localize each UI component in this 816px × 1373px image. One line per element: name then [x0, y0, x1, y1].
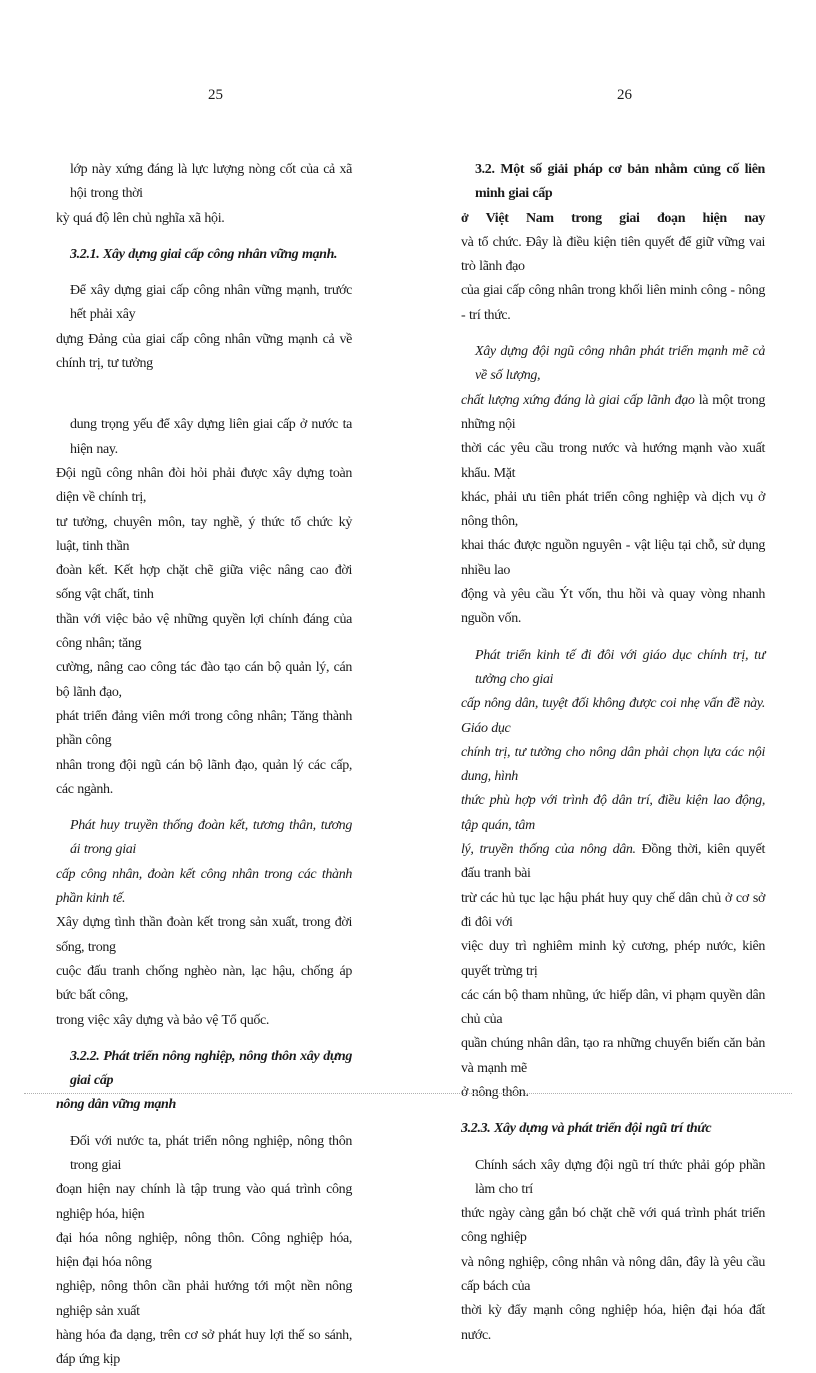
text-line: Xây dựng đội ngũ công nhân phát triển mạnh mẽ cả về số lượng, [475, 344, 765, 384]
text-line: cường, nâng cao công tác đào tạo cán bộ quản lý, cán bộ lãnh đạo, [56, 660, 352, 700]
text-line: đoạn hiện nay chính là tập trung vào quá trình công nghiệp hóa, hiện [56, 1182, 352, 1222]
emphasis-text: lý, truyền thống của nông dân. [461, 842, 636, 858]
section-heading: 3.2.2. Phát triển nông nghiệp, nông thôn xây dựng giai cấp [70, 1048, 352, 1089]
text-line: phát triển đảng viên mới trong công nhân; Tăng thành phần công [56, 708, 352, 749]
text-line: lớp này xứng đáng là lực lượng nòng cốt của cả xã hội trong thời [70, 162, 352, 202]
text-line: khác, phải ưu tiên phát triển công nghiệp và dịch vụ ở nông thôn, [461, 489, 765, 530]
text-line: trong việc xây dựng và bảo vệ Tổ quốc. [56, 1012, 270, 1028]
section-heading: nông dân vững mạnh [56, 1097, 176, 1113]
text-line: cấp công nhân, đoàn kết công nhân trong các thành phần kinh tế. [56, 866, 352, 907]
page-bottom-divider [24, 1093, 792, 1094]
text-line: động và yêu cầu Ýt vốn, thu hồi và quay vòng nhanh nguồn vốn. [461, 587, 765, 627]
chapter-heading: ở Việt Nam trong giai đoạn hiện nay [461, 210, 765, 226]
text-line: trừ các hủ tục lạc hậu phát huy quy chế dân chủ ở cơ sở đi đôi với [461, 890, 765, 930]
text-line: của giai cấp công nhân trong khối liên minh công - nông - trí thức. [461, 283, 765, 323]
text-line: thức phù hợp với trình độ dân trí, điều kiện lao động, tập quán, tâm [461, 793, 765, 833]
left-page-number: 25 [208, 87, 223, 103]
text-line: kỳ quá độ lên chủ nghĩa xã hội. [56, 210, 225, 226]
text-line: Đội ngũ công nhân đòi hỏi phải được xây dựng toàn diện về chính trị, [56, 465, 352, 506]
text-line: thời các yêu cầu trong nước và hướng mạnh vào xuất khẩu. Mặt [461, 441, 765, 481]
text-line: quần chúng nhân dân, tạo ra những chuyển biến căn bản và mạnh mẽ [461, 1036, 765, 1076]
text-line: dựng Đảng của giai cấp công nhân vững mạnh cả về chính trị, tư tưởng [56, 331, 352, 372]
text-line: cấp nông dân, tuyệt đối không được coi nhẹ vấn đề này. Giáo dục [461, 696, 765, 736]
text-line: Để xây dựng giai cấp công nhân vững mạnh, trước hết phải xây [70, 283, 352, 323]
text-line: thần với việc bảo vệ những quyền lợi chính đáng của công nhân; tăng [56, 611, 352, 652]
text-line: Xây dựng tình thần đoàn kết trong sản xuất, trong đời sống, trong [56, 915, 352, 955]
section-heading: 3.2.1. Xây dựng giai cấp công nhân vững mạnh. [70, 246, 338, 262]
text-line: Đối với nước ta, phát triển nông nghiệp, nông thôn trong giai [70, 1133, 352, 1173]
plain-text: Đồng thời, kiên quyết đấu tranh bài [461, 842, 765, 882]
text-line: đại hóa nông nghiệp, nông thôn. Công nghiệp hóa, hiện đại hóa nông [56, 1230, 352, 1271]
left-page-column [56, 158, 352, 1373]
right-page-number: 26 [617, 87, 632, 103]
chapter-heading: 3.2. Một số giải pháp cơ bản nhằm củng cố liên minh giai cấp [475, 162, 765, 202]
text-line: Chính sách xây dựng đội ngũ trí thức phải góp phần làm cho trí [475, 1157, 765, 1197]
text-line: nghiệp, nông thôn cần phải hướng tới một nền nông nghiệp sản xuất [56, 1279, 352, 1319]
text-line: Phát triển kinh tế đi đôi với giáo dục chính trị, tư tưởng cho giai [475, 647, 765, 687]
text-line: các cán bộ tham nhũng, ức hiếp dân, vi phạm quyền dân chủ của [461, 987, 765, 1028]
text-line: Phát huy truyền thống đoàn kết, tương thân, tương ái trong giai [70, 818, 352, 858]
text-line: ở nông thôn. [461, 1084, 529, 1100]
text-line: thức ngày càng gắn bó chặt chẽ với quá trình phát triển công nghiệp [461, 1206, 765, 1246]
text-line: và nông nghiệp, công nhân và nông dân, đây là yêu cầu cấp bách của [461, 1254, 765, 1295]
text-line [461, 838, 765, 887]
section-heading: 3.2.3. Xây dựng và phát triển đội ngũ trí thức [461, 1121, 712, 1137]
text-line: tư tưởng, chuyên môn, tay nghề, ý thức tổ chức kỷ luật, tinh thần [56, 514, 352, 554]
text-line: hàng hóa đa dạng, trên cơ sở phát huy lợi thế so sánh, đáp ứng kịp [56, 1328, 352, 1368]
text-line: dung trọng yếu để xây dựng liên giai cấp ở nước ta hiện nay. [70, 417, 352, 457]
text-line [461, 389, 765, 438]
text-line: cuộc đấu tranh chống nghèo nàn, lạc hậu, chống áp bức bất công, [56, 963, 352, 1004]
text-line: khai thác được nguồn nguyên - vật liệu tại chỗ, sử dụng nhiều lao [461, 538, 765, 578]
plain-text: là một trong những nội [461, 392, 765, 432]
text-line: nhân trong đội ngũ cán bộ lãnh đạo, quản lý các cấp, các ngành. [56, 757, 352, 797]
text-line: đoàn kết. Kết hợp chặt chẽ giữa việc nâng cao đời sống vật chất, tinh [56, 563, 352, 603]
emphasis-text: chất lượng xứng đáng là giai cấp lãnh đạo [461, 392, 695, 408]
text-line: và tổ chức. Đây là điều kiện tiên quyết để giữ vững vai trò lãnh đạo [461, 234, 765, 275]
text-line: chính trị, tư tưởng cho nông dân phải chọn lựa các nội dung, hình [461, 744, 765, 785]
text-line: thời kỳ đẩy mạnh công nghiệp hóa, hiện đại hóa đất nước. [461, 1303, 765, 1343]
text-line: việc duy trì nghiêm minh kỷ cương, phép nước, kiên quyết trừng trị [461, 939, 765, 979]
right-page-column [461, 158, 765, 1348]
